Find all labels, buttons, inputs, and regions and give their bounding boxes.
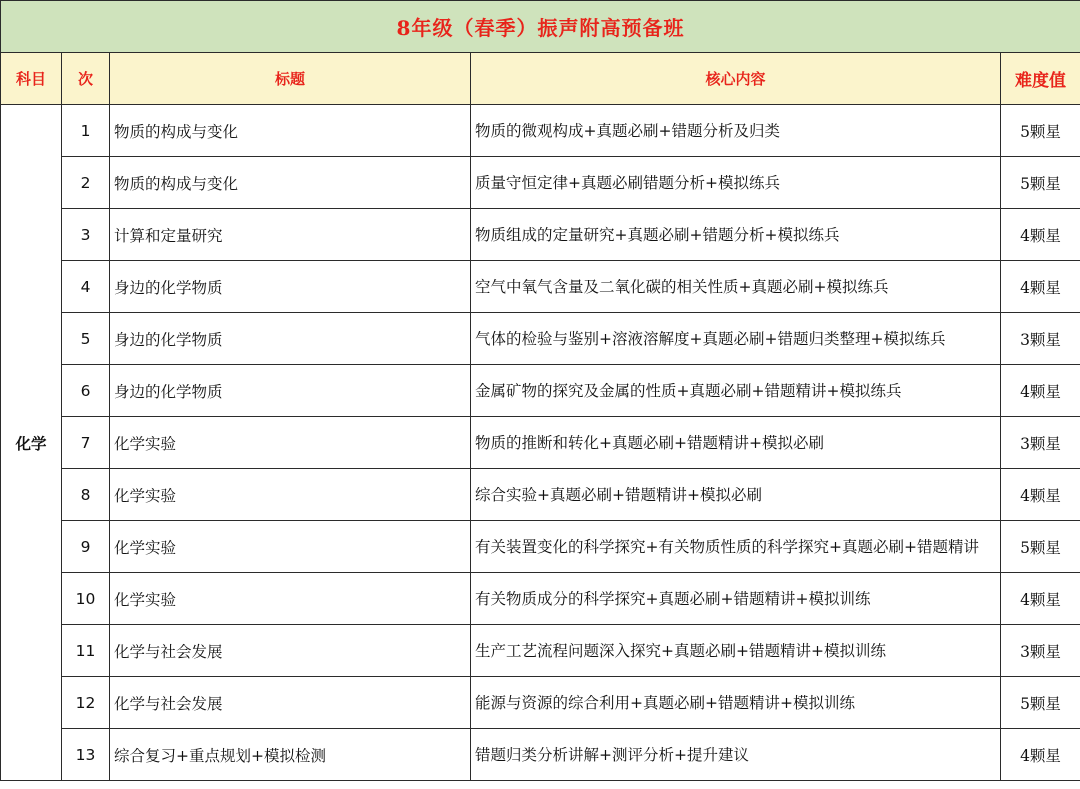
content-cell: 有关物质成分的科学探究+真题必刷+错题精讲+模拟训练 [471, 573, 1001, 625]
content-cell: 气体的检验与鉴别+溶液溶解度+真题必刷+错题归类整理+模拟练兵 [471, 313, 1001, 365]
content-cell: 物质的推断和转化+真题必刷+错题精讲+模拟必刷 [471, 417, 1001, 469]
session-number: 10 [62, 573, 110, 625]
session-number: 3 [62, 209, 110, 261]
content-cell: 金属矿物的探究及金属的性质+真题必刷+错题精讲+模拟练兵 [471, 365, 1001, 417]
content-cell: 错题归类分析讲解+测评分析+提升建议 [471, 729, 1001, 781]
header-subject: 科目 [1, 53, 62, 105]
header-row [1, 53, 1080, 105]
subject-cell: 化学 [1, 105, 62, 781]
table-row [1, 521, 1080, 573]
topic-cell: 物质的构成与变化 [110, 105, 471, 157]
session-number: 5 [62, 313, 110, 365]
table-title: 8年级（春季）振声附高预备班 [1, 1, 1080, 53]
session-number: 9 [62, 521, 110, 573]
difficulty-cell: 4颗星 [1001, 261, 1080, 313]
content-cell: 物质的微观构成+真题必刷+错题分析及归类 [471, 105, 1001, 157]
topic-cell: 化学实验 [110, 521, 471, 573]
table-row [1, 157, 1080, 209]
difficulty-cell: 4颗星 [1001, 469, 1080, 521]
table-row [1, 677, 1080, 729]
session-number: 13 [62, 729, 110, 781]
difficulty-cell: 5颗星 [1001, 521, 1080, 573]
topic-cell: 身边的化学物质 [110, 365, 471, 417]
table-row [1, 209, 1080, 261]
header-content: 核心内容 [471, 53, 1001, 105]
content-cell: 有关装置变化的科学探究+有关物质性质的科学探究+真题必刷+错题精讲 [471, 521, 1001, 573]
difficulty-cell: 4颗星 [1001, 729, 1080, 781]
topic-cell: 化学实验 [110, 469, 471, 521]
session-number: 2 [62, 157, 110, 209]
session-number: 11 [62, 625, 110, 677]
content-cell: 质量守恒定律+真题必刷错题分析+模拟练兵 [471, 157, 1001, 209]
difficulty-cell: 3颗星 [1001, 417, 1080, 469]
content-cell: 生产工艺流程问题深入探究+真题必刷+错题精讲+模拟训练 [471, 625, 1001, 677]
content-cell: 综合实验+真题必刷+错题精讲+模拟必刷 [471, 469, 1001, 521]
table-row [1, 729, 1080, 781]
session-number: 12 [62, 677, 110, 729]
header-session: 次 [62, 53, 110, 105]
table-row [1, 417, 1080, 469]
content-cell: 物质组成的定量研究+真题必刷+错题分析+模拟练兵 [471, 209, 1001, 261]
difficulty-cell: 5颗星 [1001, 677, 1080, 729]
table-row [1, 573, 1080, 625]
table-row [1, 365, 1080, 417]
session-number: 1 [62, 105, 110, 157]
topic-cell: 化学实验 [110, 417, 471, 469]
difficulty-cell: 4颗星 [1001, 365, 1080, 417]
topic-cell: 计算和定量研究 [110, 209, 471, 261]
content-cell: 空气中氧气含量及二氧化碳的相关性质+真题必刷+模拟练兵 [471, 261, 1001, 313]
topic-cell: 化学与社会发展 [110, 625, 471, 677]
difficulty-cell: 4颗星 [1001, 209, 1080, 261]
table-row [1, 313, 1080, 365]
session-number: 4 [62, 261, 110, 313]
difficulty-cell: 5颗星 [1001, 105, 1080, 157]
difficulty-cell: 3颗星 [1001, 625, 1080, 677]
difficulty-cell: 5颗星 [1001, 157, 1080, 209]
content-cell: 能源与资源的综合利用+真题必刷+错题精讲+模拟训练 [471, 677, 1001, 729]
topic-cell: 物质的构成与变化 [110, 157, 471, 209]
topic-cell: 化学实验 [110, 573, 471, 625]
header-topic: 标题 [110, 53, 471, 105]
table-row [1, 261, 1080, 313]
table-row [1, 625, 1080, 677]
difficulty-cell: 3颗星 [1001, 313, 1080, 365]
topic-cell: 身边的化学物质 [110, 313, 471, 365]
topic-cell: 身边的化学物质 [110, 261, 471, 313]
topic-cell: 化学与社会发展 [110, 677, 471, 729]
header-difficulty: 难度值 [1001, 53, 1080, 105]
table-row [1, 469, 1080, 521]
session-number: 7 [62, 417, 110, 469]
table-row [1, 105, 1080, 157]
session-number: 6 [62, 365, 110, 417]
session-number: 8 [62, 469, 110, 521]
topic-cell: 综合复习+重点规划+模拟检测 [110, 729, 471, 781]
difficulty-cell: 4颗星 [1001, 573, 1080, 625]
